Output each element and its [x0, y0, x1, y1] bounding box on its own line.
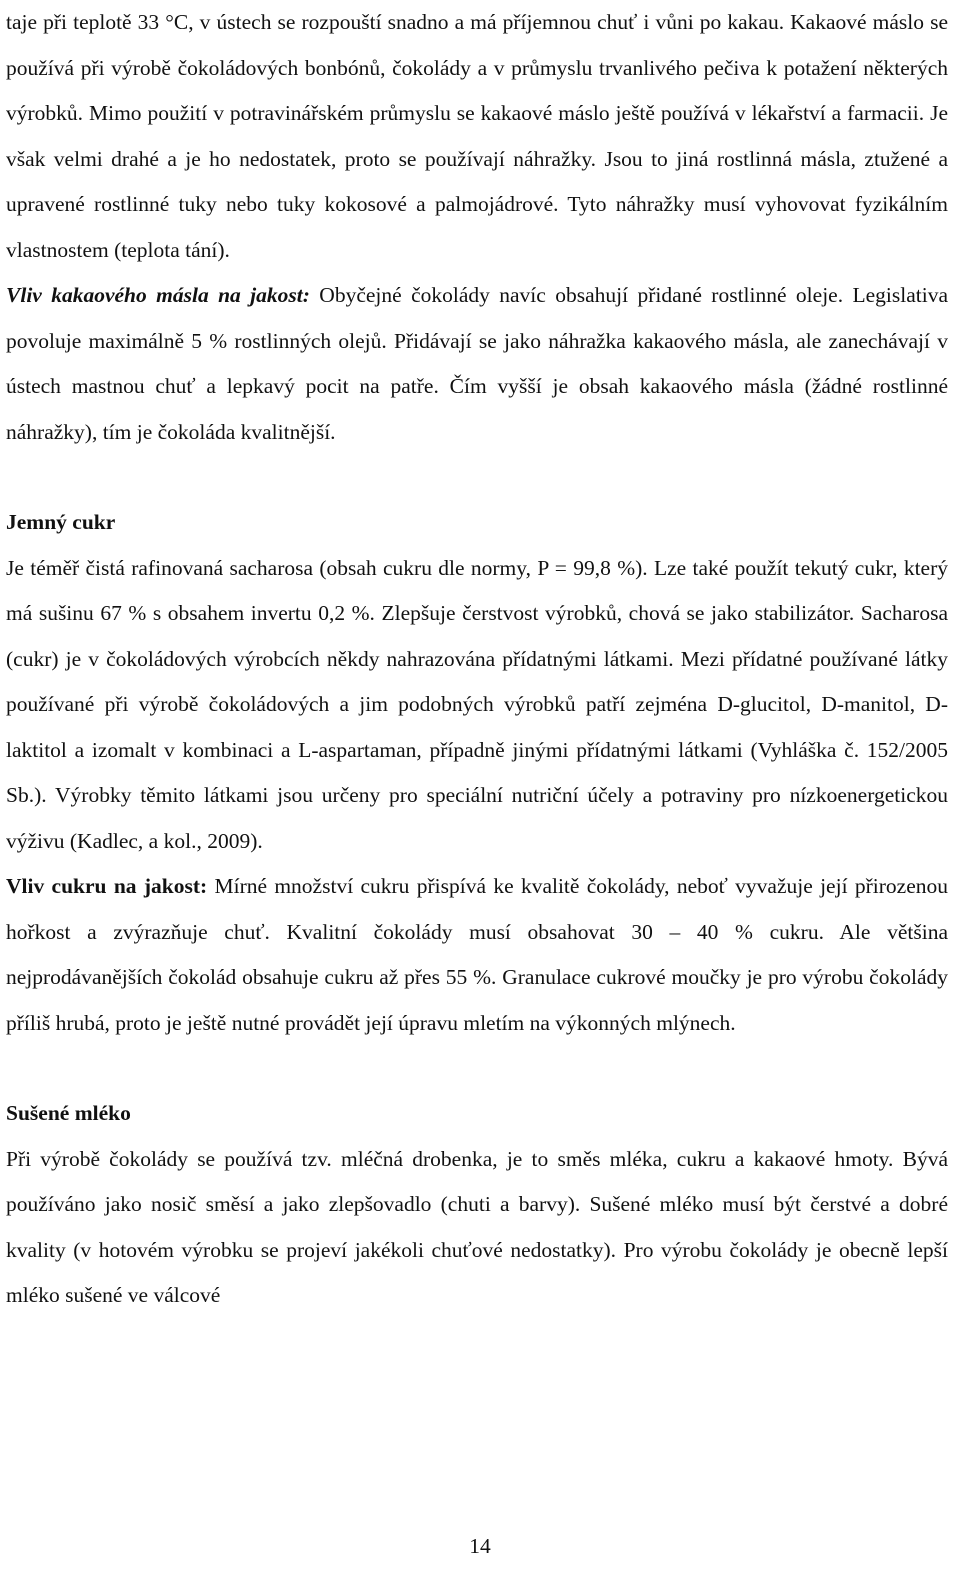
- cocoa-quality-text: Obyčejné čokolády navíc obsahují přidané rostlinné oleje. Legislativa povoluje maximálně 5 % rostlinných olejů. Přidávají se jako náhražka kakaového másla, ale zanechávají v ústech mastnou chuť a lepkavý pocit na patře. Čím vyšší je obsah kakaového másla (žádné rostlinné náhražky), tím je čokoláda kvalitnější.: [6, 283, 948, 444]
- heading-milk: Sušené mléko: [6, 1101, 131, 1125]
- cocoa-quality-label: Vliv kakaového másla na jakost:: [6, 283, 310, 307]
- document-page: [6, 0, 948, 1319]
- paragraph-milk: Při výrobě čokolády se používá tzv. mléčná drobenka, je to směs mléka, cukru a kakaové hmoty. Bývá používáno jako nosič směsí a jako zlepšovadlo (chuti a barvy). Sušené mléko musí být čerstvé a dobré kvality (v hotovém výrobku se projeví jakékoli chuťové nedostatky). Pro výrobu čokolády je obecně lepší mléko sušené ve válcové: [6, 1146, 948, 1307]
- paragraph-sugar: Je téměř čistá rafinovaná sacharosa (obsah cukru dle normy, P = 99,8 %). Lze také použít tekutý cukr, který má sušinu 67 % s obsahem invertu 0,2 %. Zlepšuje čerstvost výrobků, chová se jako stabilizátor. Sacharosa (cukr) je v čokoládových výrobcích někdy nahrazována přídatnými látkami. Mezi přídatné používané látky používané při výrobě čokoládových a jim podobných výrobků patří zejména D-glucitol, D-manitol, D-laktitol a izomalt v kombinaci a L-aspartaman, případně jinými přídatnými látkami (Vyhláška č. 152/2005 Sb.). Výrobky těmito látkami jsou určeny pro speciální nutriční účely a potraviny pro nízkoenergetickou výživu (Kadlec, a kol., 2009).: [6, 555, 948, 853]
- sugar-quality-label: Vliv cukru na jakost:: [6, 874, 208, 898]
- page-number: 14: [469, 1534, 491, 1558]
- paragraph-cocoa-quality: [6, 273, 948, 455]
- paragraph-sugar-quality: [6, 864, 948, 1046]
- heading-sugar: Jemný cukr: [6, 510, 116, 534]
- paragraph-cocoa-butter: taje při teplotě 33 °C, v ústech se rozpouští snadno a má příjemnou chuť i vůni po kakau. Kakaové máslo se používá při výrobě čokoládových bonbónů, čokolády a v průmyslu trvanlivého pečiva k potažení některých výrobků. Mimo použití v potravinářském průmyslu se kakaové máslo ještě používá v lékařství a farmacii. Je však velmi drahé a je ho nedostatek, proto se používají náhražky. Jsou to jiná rostlinná másla, ztužené a upravené rostlinné tuky nebo tuky kokosové a palmojádrové. Tyto náhražky musí vyhovovat fyzikálním vlastnostem (teplota tání).: [6, 10, 948, 262]
- sugar-quality-text: Mírné množství cukru přispívá ke kvalitě čokolády, neboť vyvažuje její přirozenou hořkost a zvýrazňuje chuť. Kvalitní čokolády musí obsahovat 30 – 40 % cukru. Ale většina nejprodávanějších čokolád obsahuje cukru až přes 55 %. Granulace cukrové moučky je pro výrobu čokolády příliš hrubá, proto je ještě nutné provádět její úpravu mletím na výkonných mlýnech.: [6, 874, 948, 1035]
